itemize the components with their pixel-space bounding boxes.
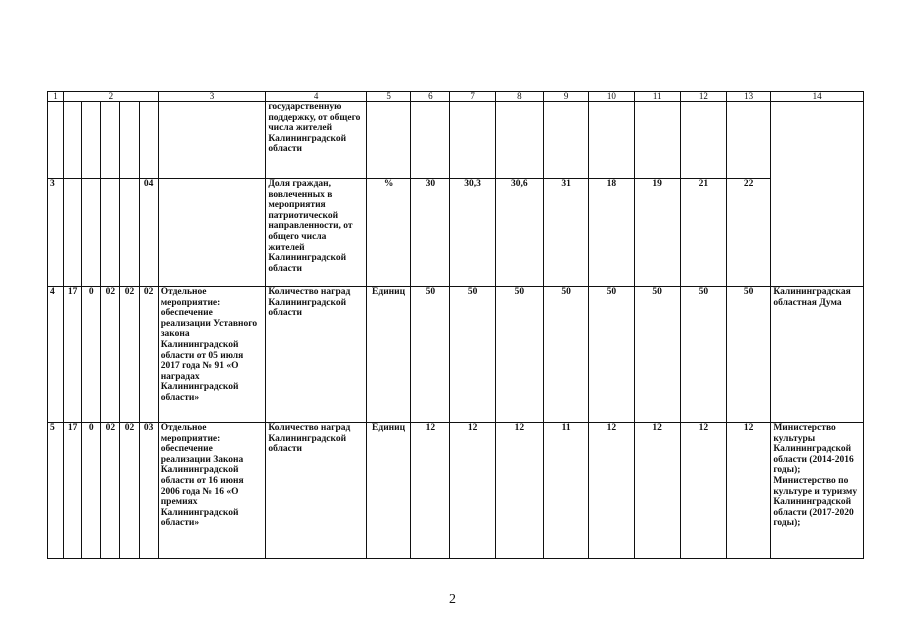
value-cell: 12 (411, 423, 450, 559)
header-cell: 8 (495, 92, 543, 102)
value-cell: 50 (411, 287, 450, 423)
code-cell (64, 179, 82, 287)
value-cell: 12 (495, 423, 543, 559)
row-number-cell: 3 (48, 179, 64, 287)
row-number-cell (48, 102, 64, 179)
value-cell: 12 (589, 423, 634, 559)
code-cell: 03 (139, 423, 158, 559)
value-cell (411, 102, 450, 179)
value-cell: 22 (727, 179, 771, 287)
header-cell: 6 (411, 92, 450, 102)
code-cell: 0 (82, 423, 101, 559)
value-cell: 21 (680, 179, 726, 287)
unit-cell: Единиц (366, 287, 410, 423)
unit-cell: % (366, 179, 410, 287)
code-cell: 17 (64, 287, 82, 423)
code-cell: 0 (82, 287, 101, 423)
executor-cell (771, 102, 864, 287)
value-cell (634, 102, 680, 179)
column-number-header-row (48, 92, 864, 102)
table-row (48, 287, 864, 423)
value-cell (727, 102, 771, 179)
code-cell: 02 (120, 287, 139, 423)
header-cell: 2 (64, 92, 159, 102)
header-cell: 14 (771, 92, 864, 102)
value-cell: 50 (727, 287, 771, 423)
indicator-cell: государственную поддержку, от общего числа жителей Калининградской области (266, 102, 367, 179)
table-row (48, 102, 864, 179)
table-row (48, 423, 864, 559)
value-cell: 12 (634, 423, 680, 559)
event-cell (158, 423, 266, 559)
value-cell: 50 (495, 287, 543, 423)
header-cell: 9 (543, 92, 588, 102)
code-cell (82, 179, 101, 287)
header-cell: 3 (158, 92, 266, 102)
row-number-cell: 5 (48, 423, 64, 559)
code-cell (82, 102, 101, 179)
header-cell: 5 (366, 92, 410, 102)
event-title: Отдельное мероприятие: (160, 287, 221, 308)
event-cell (158, 179, 266, 287)
page-number: 2 (449, 592, 456, 607)
row-number-cell: 4 (48, 287, 64, 423)
code-cell: 04 (139, 179, 158, 287)
value-cell (495, 102, 543, 179)
header-cell: 7 (450, 92, 495, 102)
value-cell (543, 102, 588, 179)
value-cell (450, 102, 495, 179)
value-cell: 12 (450, 423, 495, 559)
value-cell: 19 (634, 179, 680, 287)
header-cell: 4 (266, 92, 367, 102)
unit-cell (366, 102, 410, 179)
value-cell (589, 102, 634, 179)
value-cell: 50 (543, 287, 588, 423)
code-cell (101, 179, 120, 287)
code-cell (120, 179, 139, 287)
code-cell (120, 102, 139, 179)
code-cell: 17 (64, 423, 82, 559)
code-cell (64, 102, 82, 179)
event-title: Отдельное мероприятие: (160, 423, 221, 444)
value-cell: 50 (634, 287, 680, 423)
code-cell (101, 102, 120, 179)
header-cell: 1 (48, 92, 64, 102)
indicator-cell: Доля граждан, вовлеченных в мероприятия патриотической направленности, от общего числа жителей Калининградской области (266, 179, 367, 287)
code-cell: 02 (101, 423, 120, 559)
value-cell: 12 (680, 423, 726, 559)
table-row (48, 179, 864, 287)
value-cell: 50 (589, 287, 634, 423)
code-cell: 02 (120, 423, 139, 559)
event-description: обеспечение реализации Уставного закона Калининградской области от 05 июля 2017 года № 91 «О наградах Калининградской области» (160, 308, 258, 403)
value-cell: 50 (680, 287, 726, 423)
value-cell: 50 (450, 287, 495, 423)
value-cell: 30,6 (495, 179, 543, 287)
event-cell (158, 287, 266, 423)
value-cell: 11 (543, 423, 588, 559)
event-description: обеспечение реализации Закона Калининградской области от 16 июня 2006 года № 16 «О премиях Калининградской области» (160, 444, 244, 529)
code-cell: 02 (101, 287, 120, 423)
executor-cell: Министерство культуры Калининградской области (2014-2016 годы); Министерство по культуре и туризму Калининградской области (2017-2020 годы); (771, 423, 864, 559)
event-cell (158, 102, 266, 179)
indicator-cell: Количество наград Калининградской области (266, 423, 367, 559)
value-cell: 12 (727, 423, 771, 559)
code-cell: 02 (139, 287, 158, 423)
indicator-cell: Количество наград Калининградской области (266, 287, 367, 423)
header-cell: 11 (634, 92, 680, 102)
header-cell: 13 (727, 92, 771, 102)
value-cell: 30 (411, 179, 450, 287)
header-cell: 12 (680, 92, 726, 102)
executor-cell: Калининградская областная Дума (771, 287, 864, 423)
value-cell (680, 102, 726, 179)
header-cell: 10 (589, 92, 634, 102)
program-indicators-table (47, 91, 864, 559)
code-cell (139, 102, 158, 179)
value-cell: 18 (589, 179, 634, 287)
unit-cell: Единиц (366, 423, 410, 559)
value-cell: 31 (543, 179, 588, 287)
value-cell: 30,3 (450, 179, 495, 287)
